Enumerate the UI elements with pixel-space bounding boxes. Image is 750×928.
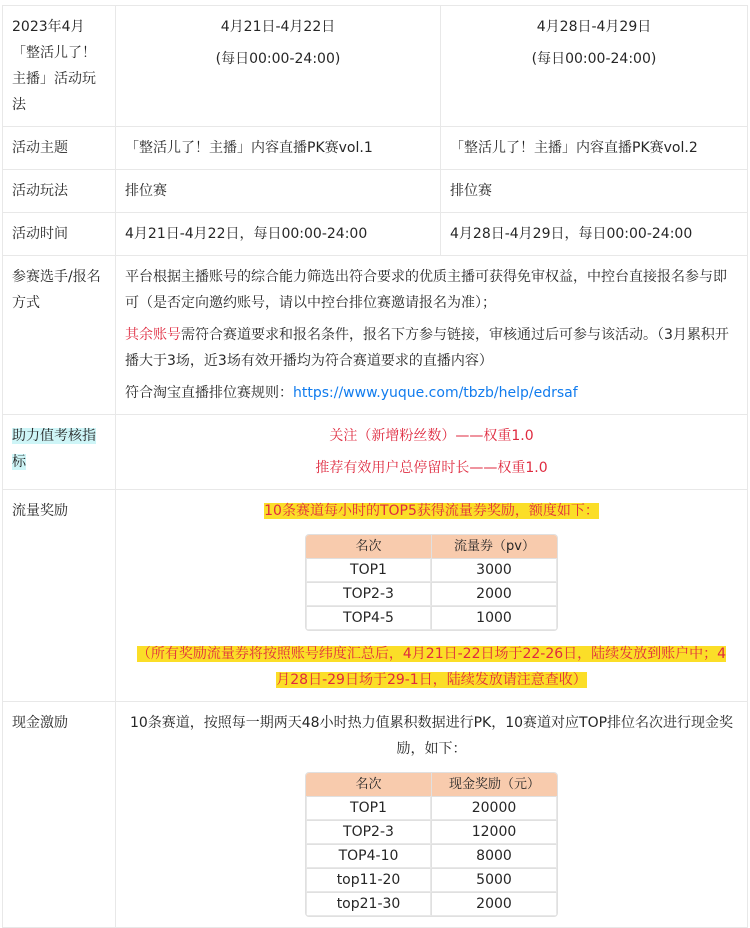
header-label-cell (3, 6, 116, 127)
signup-row (3, 256, 748, 415)
traffic-intro: 10条赛道每小时的TOP5获得流量券奖励，额度如下： (264, 503, 599, 519)
activity-title: 2023年4月「整活儿了！主播」活动玩法 (12, 19, 96, 113)
value-cell: 5000 (431, 868, 557, 892)
time-period2: 4月28日-4月29日，每日00:00-24:00 (441, 213, 748, 256)
rules-prefix: 符合淘宝直播排位赛规则： (125, 385, 293, 401)
rank-cell: TOP2-3 (306, 820, 431, 844)
table-row (306, 558, 557, 582)
other-accounts-text: 需符合赛道要求和报名条件，报名下方参与链接，审核通过后可参与该活动。（3月累积开播大于3场，近3场有效开播均为符合赛道要求的直播内容） (125, 327, 729, 369)
table-row (306, 606, 557, 630)
traffic-label: 流量奖励 (3, 490, 116, 702)
traffic-row (3, 490, 748, 702)
theme-period2: 「整活儿了！主播」内容直播PK赛vol.2 (441, 127, 748, 170)
col-header-cash: 现金奖励（元） (431, 773, 557, 796)
value-cell: 12000 (431, 820, 557, 844)
activity-table (2, 5, 748, 928)
traffic-note: （所有奖励流量券将按照账号纬度汇总后，4月21日-22日场于22-26日，陆续发放到账户中；4月28日-29日场于29-1日，陆续发放请注意查收） (136, 646, 727, 688)
rank-cell: TOP4-5 (306, 606, 431, 630)
signup-para-invited: 平台根据主播账号的综合能力筛选出符合要求的优质主播可获得免审权益，中控台直接报名参与即可（是否定向邀约账号，请以中控台排位赛邀请报名为准）； (125, 269, 727, 311)
signup-content (116, 256, 748, 415)
rank-cell: TOP1 (306, 796, 431, 820)
rank-cell: TOP2-3 (306, 582, 431, 606)
signup-label: 参赛选手/报名方式 (3, 256, 116, 415)
period2-hours: (每日00:00-24:00) (531, 51, 657, 67)
rank-cell: TOP1 (306, 558, 431, 582)
header-row (3, 6, 748, 127)
period2-dates: 4月28日-4月29日 (536, 19, 652, 35)
gameplay-label: 活动玩法 (3, 170, 116, 213)
table-row (306, 582, 557, 606)
metrics-label-cell (3, 415, 116, 490)
theme-period1: 「整活儿了！主播」内容直播PK赛vol.1 (116, 127, 441, 170)
gameplay-row (3, 170, 748, 213)
time-row (3, 213, 748, 256)
metric-stay-time: 推荐有效用户总停留时长——权重1.0 (315, 460, 548, 476)
rank-cell: TOP4-10 (306, 844, 431, 868)
cash-content (116, 702, 748, 928)
gameplay-period1: 排位赛 (116, 170, 441, 213)
col-header-rank: 名次 (306, 773, 431, 796)
cash-label: 现金激励 (3, 702, 116, 928)
metrics-label: 助力值考核指标 (12, 428, 96, 470)
table-row (306, 868, 557, 892)
table-row (306, 796, 557, 820)
value-cell: 1000 (431, 606, 557, 630)
cash-reward-table (305, 772, 558, 917)
theme-label: 活动主题 (3, 127, 116, 170)
table-row (306, 844, 557, 868)
time-period1: 4月21日-4月22日，每日00:00-24:00 (116, 213, 441, 256)
cash-intro: 10条赛道，按照每一期两天48小时热力值累积数据进行PK，10赛道对应TOP排位名次进行现金奖励，如下： (129, 715, 734, 757)
rules-link[interactable]: https://www.yuque.com/tbzb/help/edrsaf (293, 385, 578, 401)
table-row (306, 820, 557, 844)
metrics-row (3, 415, 748, 490)
signup-para-others (125, 322, 738, 374)
value-cell: 2000 (431, 892, 557, 916)
cash-row (3, 702, 748, 928)
gameplay-period2: 排位赛 (441, 170, 748, 213)
table-row (306, 892, 557, 916)
rank-cell: top11-20 (306, 868, 431, 892)
time-label: 活动时间 (3, 213, 116, 256)
header-col2-cell (441, 6, 748, 127)
period1-dates: 4月21日-4月22日 (220, 19, 336, 35)
rank-cell: top21-30 (306, 892, 431, 916)
value-cell: 8000 (431, 844, 557, 868)
col-header-rank: 名次 (306, 535, 431, 558)
value-cell: 3000 (431, 558, 557, 582)
period1-hours: (每日00:00-24:00) (215, 51, 341, 67)
col-header-traffic: 流量券（pv） (431, 535, 557, 558)
value-cell: 2000 (431, 582, 557, 606)
header-col1-cell (116, 6, 441, 127)
metrics-content (116, 415, 748, 490)
other-accounts-highlight: 其余账号 (125, 327, 181, 343)
value-cell: 20000 (431, 796, 557, 820)
traffic-reward-table (305, 534, 558, 631)
theme-row (3, 127, 748, 170)
traffic-content (116, 490, 748, 702)
metric-follow: 关注（新增粉丝数）——权重1.0 (329, 428, 534, 444)
signup-para-rules (125, 380, 738, 406)
